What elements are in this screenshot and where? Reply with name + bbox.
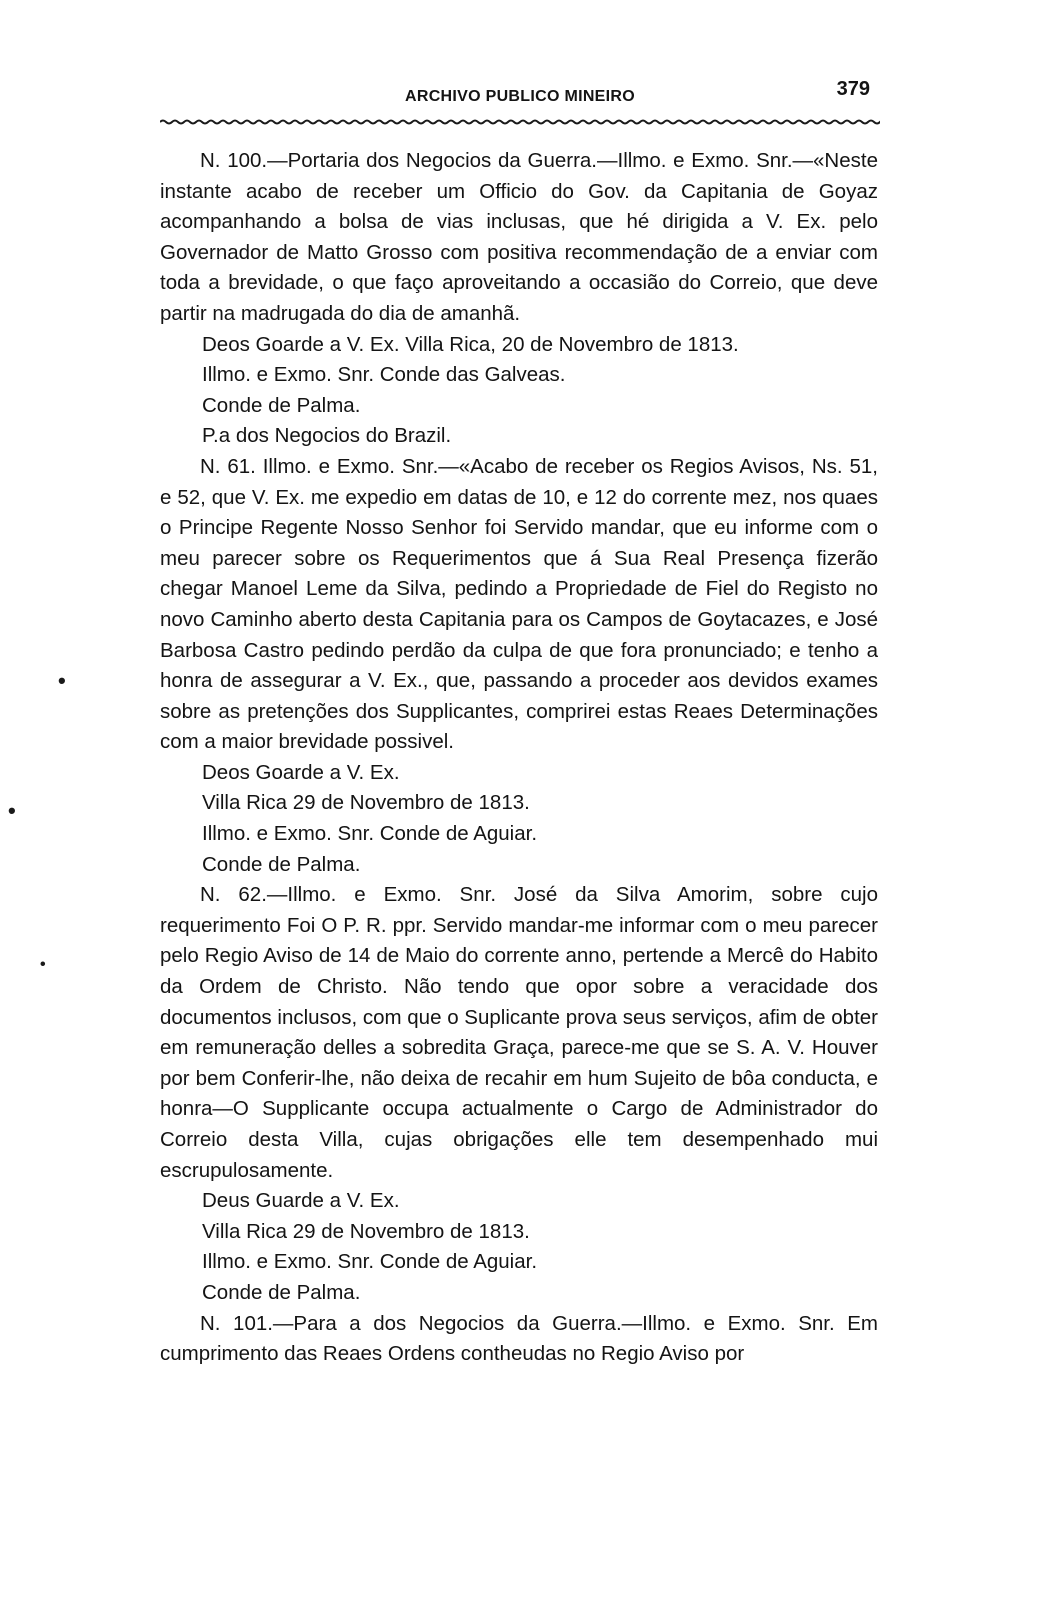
entry-n100: N. 100.—Portaria dos Negocios da Guerra.—Illmo. e Exmo. Snr.—«Neste instante acabo de receber um Officio do Gov. da Capitania de Goyaz acompanhando a bolsa de vias inclusas, que hé dirigida a V. Ex. pelo Governador de Matto Grosso com positiva recommendação de a enviar com toda a brevidade, o que faço aproveitando a occasião do Correio, que deve partir na madrugada do dia de amanhã.: [160, 149, 878, 325]
closing-line: Villa Rica 29 de Novembro de 1813.: [202, 1219, 530, 1243]
closing-line: Illmo. e Exmo. Snr. Conde de Aguiar.: [202, 822, 538, 846]
margin-ink-mark: •: [58, 668, 66, 693]
running-title: ARCHIVO PUBLICO MINEIRO: [404, 88, 636, 105]
page-header: [160, 78, 880, 118]
closing-line: Villa Rica 29 de Novembro de 1813.: [202, 791, 530, 815]
entry-n62: N. 62.—Illmo. e Exmo. Snr. José da Silva Amorim, sobre cujo requerimento Foi O P. R. ppr. Servido mandar-me informar com o meu parecer pelo Regio Aviso de 14 de Maio do corrente anno, pertende a Mercê do Habito da Ordem de Christo. Não tendo que opor sobre a veracidade dos documentos inclusos, com que o Suplicante prova seus serviços, afim de obter em remuneração delles a sobredita Graça, parece-me que se S. A. V. Houver por bem Conferir-lhe, não deixa de recahir em hum Sujeito de bôa conducta, e honra—O Supplicante occupa actualmente o Cargo de Administrador do Correio desta Villa, cujas obrigações elle tem desempenhado mui escrupulosamente.: [160, 883, 878, 1182]
entry-n101: N. 101.—Para a dos Negocios da Guerra.—Illmo. e Exmo. Snr. Em cumprimento das Reaes Ordens contheudas no Regio Aviso por: [160, 1311, 878, 1366]
entry-n61: N. 61. Illmo. e Exmo. Snr.—«Acabo de receber os Regios Avisos, Ns. 51, e 52, que V. Ex. me expedio em datas de 10, e 12 do corrente mez, nos quaes o Principe Regente Nosso Senhor foi Servido mandar, que eu informe com o meu parecer sobre os Requerimentos que á Sua Real Presença fizerão chegar Manoel Leme da Silva, pedindo a Propriedade de Fiel do Registo no novo Caminho aberto desta Capitania para os Campos de Goytacazes, e José Barbosa Castro pedindo perdão da culpa de que fora pronunciado; e tenho a honra de assegurar a V. Ex., que, passando a proceder aos devidos exames sobre as pretenções dos Supplicantes, comprirei estas Reaes Determinações com a maior brevidade possivel.: [160, 454, 878, 754]
margin-ink-mark: •: [40, 956, 46, 973]
header-wavy-rule: [160, 118, 880, 126]
closing-line: Illmo. e Exmo. Snr. Conde de Aguiar.: [202, 1250, 538, 1274]
margin-ink-mark: •: [8, 798, 16, 823]
closing-line: Deus Guarde a V. Ex.: [202, 1189, 400, 1213]
closing-line: Deos Goarde a V. Ex.: [202, 760, 400, 784]
closing-line: Conde de Palma.: [202, 1280, 361, 1304]
closing-line: P.a dos Negocios do Brazil.: [202, 424, 452, 448]
closing-line: Conde de Palma.: [202, 852, 361, 876]
closing-line: Conde de Palma.: [202, 393, 361, 417]
page-number: 379: [836, 78, 870, 100]
closing-line: Illmo. e Exmo. Snr. Conde das Galveas.: [202, 363, 566, 387]
body-text: [160, 146, 878, 1370]
closing-line: Deos Goarde a V. Ex. Villa Rica, 20 de Novembro de 1813.: [202, 332, 739, 356]
